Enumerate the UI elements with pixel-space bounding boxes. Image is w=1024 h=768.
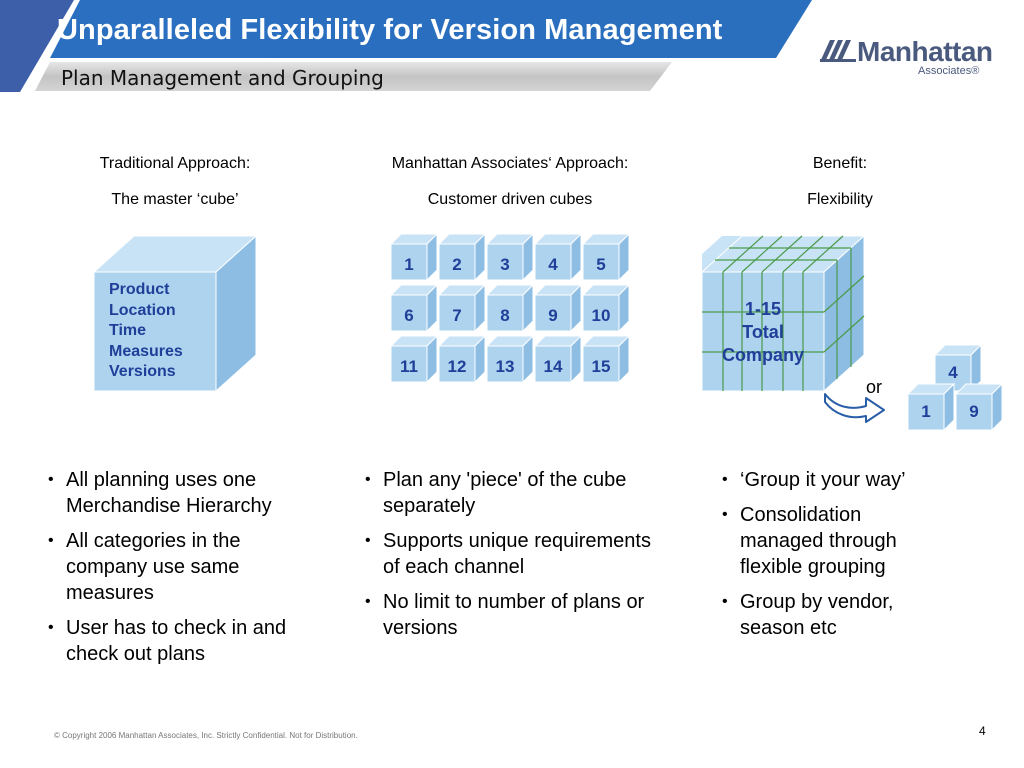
benefit-heading: Benefit: — [812, 155, 868, 172]
master-cube-labels — [109, 280, 183, 383]
cube-label-versions: Versions — [109, 363, 176, 380]
benefit-subheading: Flexibility — [807, 191, 873, 208]
copyright-notice: © Copyright 2006 Manhattan Associates, Inc. Strictly Confidential. Not for Distribution. — [54, 731, 358, 740]
traditional-subheading: The master ‘cube’ — [111, 191, 239, 208]
approach-heading: Manhattan Associates‘ Approach: — [391, 155, 629, 172]
approach-bullets — [361, 467, 651, 650]
total-company-label — [703, 298, 823, 367]
group-number-4: 4 — [948, 363, 958, 382]
cube-number-12: 12 — [447, 357, 467, 376]
page-subtitle: Plan Management and Grouping — [61, 66, 384, 90]
list-item: • No limit to number of plans or versions — [361, 589, 651, 641]
traditional-heading: Traditional Approach: — [99, 155, 251, 172]
cube-label-time: Time — [109, 322, 147, 339]
logo-wordmark: Manhattan — [857, 36, 993, 67]
cube-number-11: 11 — [400, 357, 418, 376]
cube-number-7: 7 — [452, 306, 462, 325]
list-item: • Supports unique requirements of each channel — [361, 528, 651, 580]
approach-subheading: Customer driven cubes — [427, 191, 593, 208]
cube-number-15: 15 — [591, 357, 611, 376]
list-item: • All planning uses one Merchandise Hierarchy — [44, 467, 314, 519]
or-label: or — [866, 377, 883, 397]
total-label-company: Company — [721, 345, 804, 365]
list-item: • All categories in the company use same measures — [44, 528, 314, 606]
manhattan-logo-icon — [820, 40, 856, 62]
list-item: • User has to check in and check out plans — [44, 615, 314, 667]
cube-number-8: 8 — [500, 306, 510, 325]
total-label-range: 1-15 — [744, 299, 782, 319]
group-number-9: 9 — [969, 402, 979, 421]
cube-number-9: 9 — [548, 306, 558, 325]
cube-number-4: 4 — [548, 255, 558, 274]
traditional-bullets — [44, 467, 314, 676]
total-label-total: Total — [742, 322, 784, 342]
cube-label-location: Location — [109, 301, 176, 319]
list-item: • Consolidation managed through flexible grouping — [718, 502, 928, 580]
list-item: • Plan any 'piece' of the cube separately — [361, 467, 651, 519]
logo-subtext: Associates® — [918, 65, 980, 77]
cube-number-2: 2 — [452, 255, 462, 274]
cube-number-3: 3 — [500, 255, 510, 274]
cube-number-5: 5 — [596, 255, 606, 274]
group-number-1: 1 — [921, 402, 931, 421]
cube-number-10: 10 — [591, 306, 611, 325]
cube-number-6: 6 — [404, 306, 414, 325]
cube-label-measures: Measures — [109, 342, 183, 360]
benefit-bullets — [718, 467, 928, 650]
list-item: • ‘Group it your way’ — [718, 467, 928, 493]
cube-number-14: 14 — [543, 357, 563, 376]
cube-number-13: 13 — [495, 357, 515, 376]
list-item: • Group by vendor, season etc — [718, 589, 928, 641]
cube-number-1: 1 — [404, 255, 414, 274]
page-title: Unparalleled Flexibility for Version Management — [57, 14, 723, 46]
cube-label-product: Product — [109, 281, 170, 298]
page-number: 4 — [979, 724, 986, 738]
